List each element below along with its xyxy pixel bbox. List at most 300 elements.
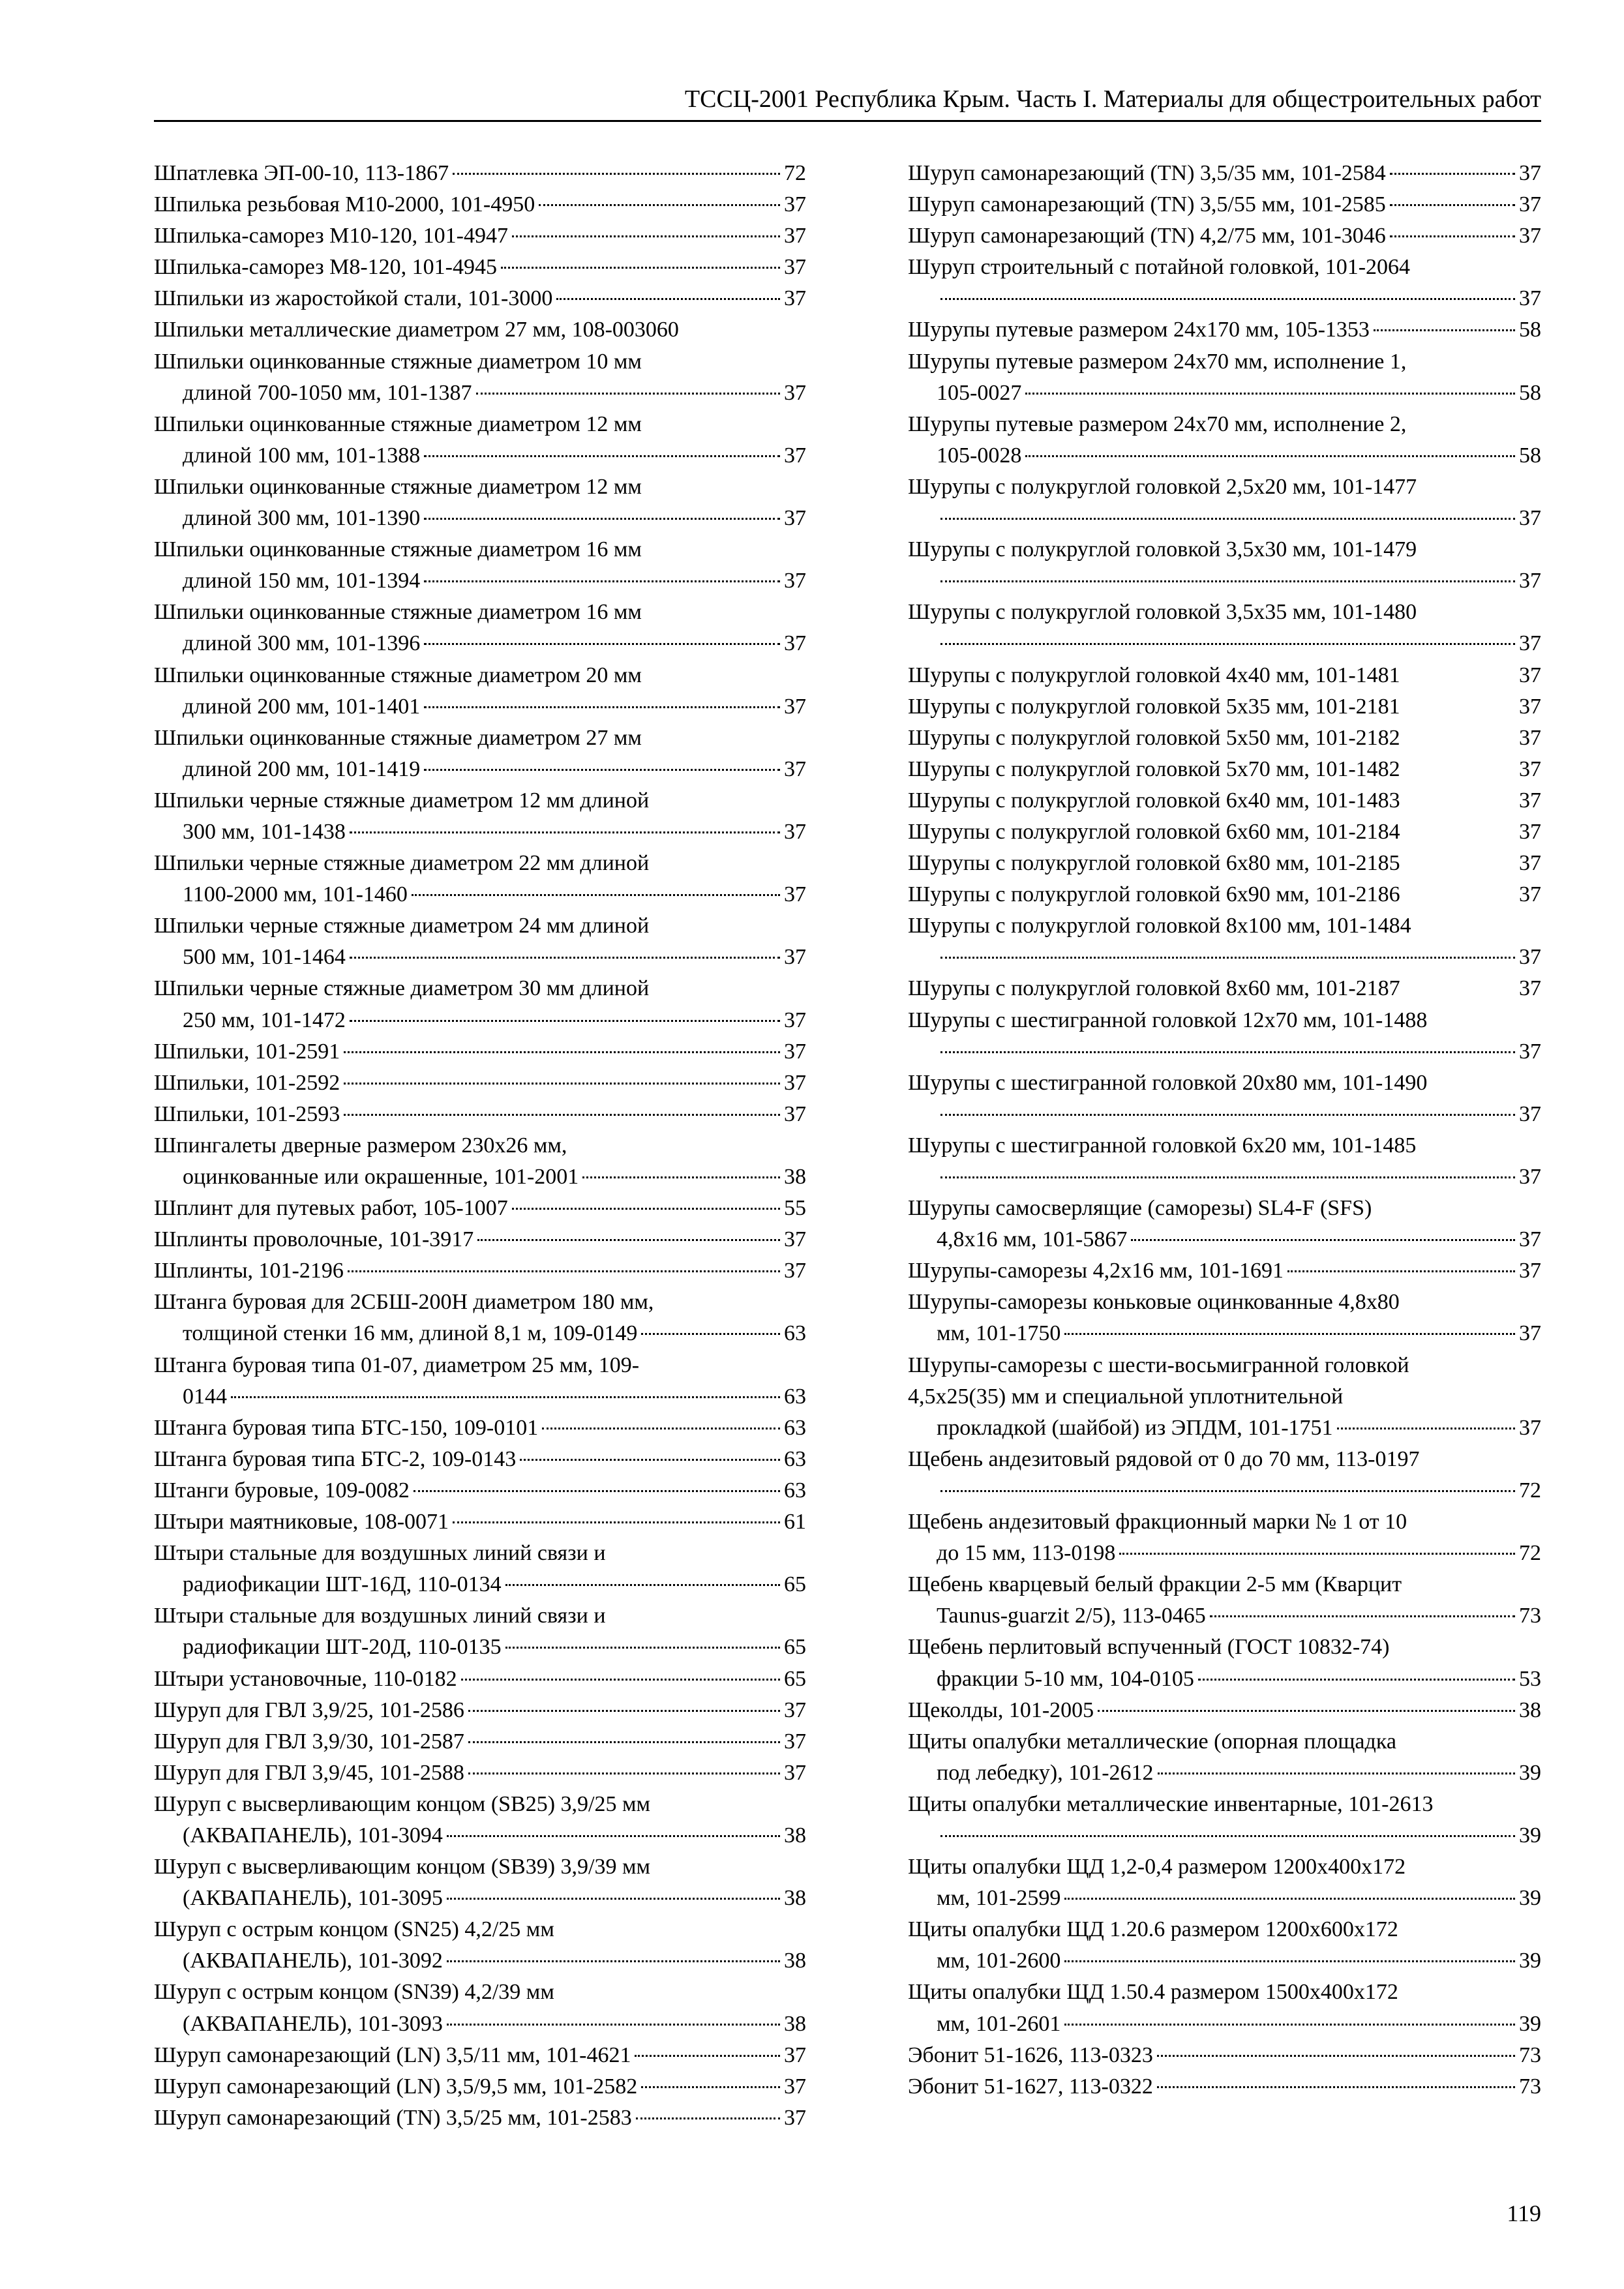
index-entry: [154, 1789, 806, 1851]
index-entry-page: 38: [1519, 1698, 1541, 1722]
index-entry-text: Шурупы с полукруглой головкой 8х100 мм, 101-1484: [908, 914, 1411, 938]
dot-leader: [1287, 1270, 1515, 1272]
index-entry-text: Шурупы с полукруглой головкой 6х60 мм, 101-2184: [908, 819, 1400, 844]
index-entry: [908, 346, 1541, 409]
index-entry-text: 4,5х25(35) мм и специальной уплотнительной: [908, 1384, 1344, 1409]
index-entry-text: 105-0027: [937, 380, 1022, 405]
index-entry-text: Шуруп самонарезающий (TN) 3,5/55 мм, 101-2585: [908, 192, 1386, 217]
index-entry-text: Шпильки из жаростойкой стали, 101-3000: [154, 286, 553, 311]
index-entry: [908, 1851, 1541, 1914]
index-entry-text: 500 мм, 101-1464: [183, 945, 346, 970]
index-entry: [154, 1758, 806, 1789]
index-entry-text: Шурупы с полукруглой головкой 3,5х35 мм, 101-1480: [908, 600, 1417, 625]
index-entry-page: 38: [784, 1165, 806, 1189]
index-entry-text: Шуруп с острым концом (SN25) 4,2/25 мм: [154, 1917, 554, 1942]
index-entry-text: Шплинты проволочные, 101-3917: [154, 1227, 474, 1252]
index-entry: [908, 1068, 1541, 1130]
index-entry-text: (АКВАПАНЕЛЬ), 101-3092: [183, 1949, 443, 1973]
index-entry-text: Шурупы с полукруглой головкой 3,5х30 мм, 101-1479: [908, 537, 1417, 562]
index-entry-text: мм, 101-2601: [937, 2011, 1061, 2036]
index-entry-text: Шурупы путевые размером 24х170 мм, 105-1353: [908, 318, 1370, 342]
index-entry-text: Шурупы с шестигранной головкой 12х70 мм, 101-1488: [908, 1008, 1428, 1032]
index-entry: [908, 1789, 1541, 1851]
dot-leader: [641, 1333, 780, 1335]
index-entry-text: Штанги буровые, 109-0082: [154, 1478, 410, 1503]
index-entry-text: 300 мм, 101-1438: [183, 819, 346, 844]
index-entry-text: (АКВАПАНЕЛЬ), 101-3094: [183, 1823, 443, 1848]
index-entry-text: мм, 101-2600: [937, 1949, 1061, 1973]
index-entry: [154, 1506, 806, 1538]
dot-leader: [350, 1020, 780, 1022]
index-entry-text: Штанга буровая типа БТС-2, 109-0143: [154, 1446, 517, 1471]
index-entry-page: 37: [1519, 161, 1541, 185]
index-entry: [154, 471, 806, 534]
index-entry-text: Шпильки оцинкованные стяжные диаметром 12 мм: [154, 411, 642, 436]
index-entry-page: 37: [784, 2042, 806, 2067]
index-entry-page: 37: [1519, 286, 1541, 311]
index-entry: [908, 879, 1541, 910]
index-entry: [154, 1977, 806, 2039]
dot-leader: [414, 1490, 780, 1492]
index-entry-text: Шуруп с высверливающим концом (SB25) 3,9/25 мм: [154, 1791, 651, 1816]
dot-leader: [1198, 1679, 1515, 1681]
index-entry-text: длиной 100 мм, 101-1388: [183, 443, 421, 468]
dot-leader: [1025, 455, 1515, 457]
dot-leader: [453, 173, 780, 175]
index-entry: [154, 1600, 806, 1663]
index-entry: [908, 2071, 1541, 2102]
dot-leader: [1064, 1898, 1515, 1900]
header-title: ТССЦ-2001 Республика Крым. Часть I. Материалы для общестроительных работ: [684, 85, 1541, 113]
index-entry: [908, 252, 1541, 314]
index-entry: [908, 1977, 1541, 2039]
dot-leader: [1131, 1239, 1515, 1241]
index-entry-text: Штыри стальные для воздушных линий связи и: [154, 1604, 606, 1628]
index-entry-text: Шуруп с высверливающим концом (SB39) 3,9/39 мм: [154, 1855, 651, 1879]
index-entry-page: 37: [1519, 1165, 1541, 1189]
index-entry-page: 37: [1519, 882, 1541, 907]
index-entry: [154, 158, 806, 189]
index-entry-text: Шпильки оцинкованные стяжные диаметром 16 мм: [154, 537, 642, 562]
index-entry: [908, 1569, 1541, 1632]
dot-leader: [539, 204, 780, 206]
index-entry-page: 37: [784, 945, 806, 970]
dot-leader: [468, 1773, 780, 1774]
index-column-left: [154, 158, 806, 2134]
index-entry: [154, 1444, 806, 1475]
index-entry: [908, 848, 1541, 879]
index-entry-text: 1100-2000 мм, 101-1460: [183, 882, 408, 907]
dot-leader: [1158, 1773, 1515, 1774]
index-entry: [908, 1350, 1541, 1444]
dot-leader: [461, 1679, 780, 1681]
dot-leader: [231, 1396, 780, 1398]
index-entry: [908, 785, 1541, 816]
index-entry-page: 37: [784, 286, 806, 311]
index-entry: [908, 754, 1541, 785]
index-entry-text: прокладкой (шайбой) из ЭПДМ, 101-1751: [937, 1415, 1333, 1440]
index-entry-text: Шурупы с полукруглой головкой 4х40 мм, 101-1481: [908, 663, 1400, 687]
dot-leader: [505, 1647, 780, 1649]
dot-leader: [476, 393, 780, 395]
index-entry: [154, 1255, 806, 1287]
index-entry-page: 37: [1519, 694, 1541, 719]
index-entry-text: Шпильки черные стяжные диаметром 22 мм длиной: [154, 851, 650, 876]
index-entry-page: 61: [784, 1510, 806, 1534]
index-entry-page: 37: [1519, 1039, 1541, 1064]
index-entry: [154, 1475, 806, 1506]
dot-leader: [1098, 1710, 1515, 1712]
dot-leader: [940, 643, 1515, 645]
index-entry-text: Шурупы путевые размером 24х70 мм, исполнение 1,: [908, 349, 1407, 374]
index-entry: [908, 691, 1541, 723]
index-entry-page: 37: [1519, 631, 1541, 656]
index-entry-text: Щебень перлитовый вспученный (ГОСТ 10832-74): [908, 1635, 1390, 1660]
index-entry-page: 37: [784, 694, 806, 719]
index-entry-page: 37: [1519, 788, 1541, 813]
dot-leader: [424, 643, 780, 645]
index-entry-text: мм, 101-1750: [937, 1321, 1061, 1346]
index-entry-text: Шпилька-саморез М10-120, 101-4947: [154, 224, 509, 248]
dot-leader: [350, 831, 780, 833]
index-entry-text: Штыри стальные для воздушных линий связи и: [154, 1541, 606, 1566]
index-entry-text: оцинкованные или окрашенные, 101-2001: [183, 1165, 579, 1189]
dot-leader: [940, 1051, 1515, 1053]
index-entry: [154, 1695, 806, 1726]
index-entry-text: Щебень андезитовый фракционный марки № 1 от 10: [908, 1510, 1407, 1534]
index-entry-page: 37: [784, 192, 806, 217]
index-entry: [154, 534, 806, 597]
index-entry-page: 37: [784, 1698, 806, 1722]
index-entry: [154, 910, 806, 973]
index-entry-text: Шпилька-саморез М8-120, 101-4945: [154, 255, 498, 280]
index-entry: [908, 1506, 1541, 1569]
index-entry-page: 55: [784, 1196, 806, 1221]
dot-leader: [1157, 2055, 1515, 2057]
index-entry: [154, 1193, 806, 1224]
index-entry-page: 37: [1519, 851, 1541, 876]
index-entry-page: 37: [784, 443, 806, 468]
index-entry-text: Taunus-guarzit 2/5), 113-0465: [937, 1604, 1206, 1628]
index-entry: [908, 534, 1541, 597]
index-entry-page: 73: [1519, 1604, 1541, 1628]
index-entry-text: Шпильки оцинкованные стяжные диаметром 27 мм: [154, 725, 642, 750]
index-entry-text: Шпильки оцинкованные стяжные диаметром 10 мм: [154, 349, 642, 374]
index-entry-text: (АКВАПАНЕЛЬ), 101-3093: [183, 2011, 443, 2036]
index-entry-page: 37: [784, 506, 806, 531]
dot-leader: [447, 1960, 780, 1962]
index-entry: [908, 597, 1541, 659]
index-entry: [154, 1287, 806, 1349]
index-entry-text: Шуруп самонарезающий (LN) 3,5/11 мм, 101-4621: [154, 2042, 631, 2067]
index-entry-page: 63: [784, 1321, 806, 1346]
index-entry: [908, 409, 1541, 471]
dot-leader: [447, 1898, 780, 1900]
index-entry-page: 38: [784, 1823, 806, 1848]
index-entry-text: Штанга буровая типа БТС-150, 109-0101: [154, 1415, 539, 1440]
index-entry-text: Шурупы-саморезы коньковые оцинкованные 4,8х80: [908, 1290, 1400, 1315]
index-entry-page: 37: [1519, 663, 1541, 687]
dot-leader: [344, 1114, 780, 1116]
index-entry: [154, 1538, 806, 1600]
index-entry-text: Эбонит 51-1626, 113-0323: [908, 2042, 1153, 2067]
index-entry-text: Шпильки, 101-2593: [154, 1101, 340, 1126]
index-entry-page: 37: [1519, 1101, 1541, 1126]
index-entry-page: 37: [784, 569, 806, 593]
index-entry: [908, 1255, 1541, 1287]
index-entry-text: Штыри установочные, 110-0182: [154, 1666, 457, 1691]
dot-leader: [1374, 329, 1515, 331]
index-entry: [908, 220, 1541, 252]
index-entry-text: Шпильки черные стяжные диаметром 24 мм длиной: [154, 914, 650, 938]
index-entry: [154, 2040, 806, 2071]
index-entry-page: 37: [1519, 945, 1541, 970]
dot-leader: [344, 1051, 780, 1053]
index-entry-text: Шурупы с полукруглой головкой 5х35 мм, 101-2181: [908, 694, 1400, 719]
index-entry-page: 58: [1519, 318, 1541, 342]
index-entry-text: Шурупы-саморезы с шести-восьмигранной головкой: [908, 1353, 1409, 1377]
index-entry-text: Щиты опалубки ЩД 1.50.4 размером 1500х400х172: [908, 1980, 1398, 2005]
index-entry-page: 63: [784, 1478, 806, 1503]
index-entry-page: 37: [784, 2105, 806, 2130]
index-entry-text: длиной 300 мм, 101-1396: [183, 631, 421, 656]
index-entry-text: Шпильки, 101-2592: [154, 1070, 340, 1095]
index-entry-page: 37: [784, 224, 806, 248]
index-entry-page: 58: [1519, 443, 1541, 468]
index-entry-page: 37: [1519, 1227, 1541, 1252]
index-entry-page: 37: [784, 2074, 806, 2099]
index-entry-page: 39: [1519, 1886, 1541, 1911]
index-entry: [908, 1444, 1541, 1506]
dot-leader: [940, 1835, 1515, 1837]
dot-leader: [1064, 1960, 1515, 1962]
index-entry-text: Щеколды, 101-2005: [908, 1698, 1094, 1722]
index-entry: [154, 283, 806, 314]
dot-leader: [1064, 2024, 1515, 2026]
dot-leader: [1119, 1553, 1515, 1555]
index-entry: [154, 1664, 806, 1695]
dot-leader: [424, 518, 780, 520]
index-entry: [154, 2071, 806, 2102]
index-entry-page: 37: [784, 380, 806, 405]
index-entry-page: 37: [784, 1101, 806, 1126]
dot-leader: [520, 1459, 780, 1461]
dot-leader: [940, 580, 1515, 582]
dot-leader: [556, 298, 780, 300]
index-entry-page: 37: [1519, 224, 1541, 248]
index-entry-text: Шуруп строительный с потайной головкой, 101-2064: [908, 255, 1411, 280]
index-entry-text: Шуруп для ГВЛ 3,9/30, 101-2587: [154, 1729, 464, 1754]
dot-leader: [468, 1710, 780, 1712]
index-entry-page: 37: [784, 756, 806, 781]
index-entry-text: Шпильки оцинкованные стяжные диаметром 16 мм: [154, 600, 642, 625]
index-entry: [908, 2040, 1541, 2071]
dot-leader: [468, 1741, 780, 1743]
index-entry: [154, 1350, 806, 1413]
index-entry: [154, 785, 806, 848]
dot-leader: [940, 518, 1515, 520]
index-entry-text: Щебень кварцевый белый фракции 2-5 мм (Кварцит: [908, 1572, 1402, 1597]
index-entry: [908, 910, 1541, 973]
index-entry-page: 37: [1519, 1321, 1541, 1346]
index-entry-text: Щиты опалубки ЩД 1.20.6 размером 1200х600х172: [908, 1917, 1398, 1942]
index-entry-text: Шурупы с полукруглой головкой 8х60 мм, 101-2187: [908, 976, 1400, 1001]
index-entry: [908, 1287, 1541, 1349]
index-entry-page: 37: [784, 255, 806, 280]
index-entry-text: Шурупы самосверлящие (саморезы) SL4-F (SFS): [908, 1196, 1372, 1221]
index-entry-page: 37: [1519, 192, 1541, 217]
index-entry-page: 37: [784, 1729, 806, 1754]
index-entry-page: 37: [1519, 1259, 1541, 1283]
index-entry-page: 39: [1519, 1760, 1541, 1785]
index-column-right: [908, 158, 1541, 2102]
dot-leader: [1025, 393, 1515, 395]
index-entry-text: Шуруп самонарезающий (TN) 3,5/35 мм, 101-2584: [908, 161, 1386, 185]
index-entry: [154, 1036, 806, 1068]
index-entry-text: Шпилька резьбовая М10-2000, 101-4950: [154, 192, 535, 217]
index-entry-page: 65: [784, 1666, 806, 1691]
index-entry-page: 37: [784, 1070, 806, 1095]
index-entry-text: Шплинт для путевых работ, 105-1007: [154, 1196, 508, 1221]
dot-leader: [344, 1083, 780, 1085]
index-entry: [908, 1130, 1541, 1193]
index-entry-text: Шурупы с полукруглой головкой 5х50 мм, 101-2182: [908, 725, 1400, 750]
index-entry-page: 37: [784, 1259, 806, 1283]
dot-leader: [424, 580, 780, 582]
dot-leader: [412, 894, 780, 896]
index-entry: [154, 409, 806, 471]
dot-leader: [940, 1114, 1515, 1116]
index-entry-text: Щебень андезитовый рядовой от 0 до 70 мм, 113-0197: [908, 1446, 1420, 1471]
dot-leader: [447, 1835, 780, 1837]
index-entry: [154, 1413, 806, 1444]
index-entry: [908, 314, 1541, 346]
index-entry-page: 73: [1519, 2074, 1541, 2099]
index-entry-page: 37: [1519, 725, 1541, 750]
dot-leader: [635, 2055, 780, 2057]
index-entry-text: длиной 200 мм, 101-1401: [183, 694, 421, 719]
index-entry-page: 37: [1519, 976, 1541, 1001]
index-entry-text: Штанга буровая типа 01-07, диаметром 25 мм, 109-: [154, 1353, 640, 1377]
page-header: [154, 83, 1541, 122]
dot-leader: [453, 1521, 780, 1523]
index-entry-text: Шпильки, 101-2591: [154, 1039, 340, 1064]
index-entry-page: 38: [784, 2011, 806, 2036]
index-entry: [154, 346, 806, 409]
index-entry-text: длиной 300 мм, 101-1390: [183, 506, 421, 531]
index-entry: [154, 314, 806, 346]
index-entry-page: 37: [1519, 819, 1541, 844]
dot-leader: [1157, 2086, 1515, 2088]
index-entry-text: Шурупы путевые размером 24х70 мм, исполнение 2,: [908, 411, 1407, 436]
dot-leader: [424, 706, 780, 708]
dot-leader: [542, 1428, 780, 1429]
index-entry-text: Шурупы-саморезы 4,2х16 мм, 101-1691: [908, 1259, 1284, 1283]
index-entry-text: Эбонит 51-1627, 113-0322: [908, 2074, 1153, 2099]
index-entry-text: Шпильки оцинкованные стяжные диаметром 12 мм: [154, 474, 642, 499]
index-entry: [908, 973, 1541, 1004]
index-entry-page: 53: [1519, 1666, 1541, 1691]
index-entry-page: 37: [784, 1039, 806, 1064]
dot-leader: [582, 1176, 780, 1178]
dot-leader: [348, 1270, 780, 1272]
index-entry: [154, 1130, 806, 1193]
index-entry-text: 105-0028: [937, 443, 1022, 468]
index-entry: [154, 1224, 806, 1255]
index-entry-page: 37: [784, 1760, 806, 1785]
dot-leader: [641, 2086, 780, 2088]
index-entry-page: 39: [1519, 2011, 1541, 2036]
dot-leader: [940, 1176, 1515, 1178]
index-entry-text: Штанга буровая для 2СБШ-200Н диаметром 180 мм,: [154, 1290, 654, 1315]
index-entry-text: Шурупы с полукруглой головкой 2,5х20 мм, 101-1477: [908, 474, 1417, 499]
index-entry-text: Шуруп самонарезающий (TN) 3,5/25 мм, 101-2583: [154, 2105, 632, 2130]
index-entry-text: Шуруп самонарезающий (LN) 3,5/9,5 мм, 101-2582: [154, 2074, 638, 2099]
dot-leader: [1337, 1428, 1515, 1429]
index-entry-page: 63: [784, 1415, 806, 1440]
index-entry-text: фракции 5-10 мм, 104-0105: [937, 1666, 1194, 1691]
index-entry-page: 37: [784, 631, 806, 656]
dot-leader: [1210, 1615, 1515, 1617]
index-entry-text: Шурупы с полукруглой головкой 5х70 мм, 101-1482: [908, 756, 1400, 781]
index-entry-text: радиофикации ШТ-16Д, 110-0134: [183, 1572, 502, 1597]
index-entry-text: Шпингалеты дверные размером 230х26 мм,: [154, 1133, 567, 1158]
index-entry-page: 73: [1519, 2042, 1541, 2067]
dot-leader: [1390, 173, 1515, 175]
index-entry-text: Шпильки металлические диаметром 27 мм, 108-003060: [154, 318, 679, 342]
dot-leader: [1064, 1333, 1515, 1335]
index-entry-page: 37: [784, 1008, 806, 1032]
index-entry-text: под лебедку), 101-2612: [937, 1760, 1154, 1785]
index-entry: [908, 723, 1541, 754]
index-entry-text: 0144: [183, 1384, 227, 1409]
dot-leader: [350, 957, 780, 959]
index-entry-page: 39: [1519, 1949, 1541, 1973]
index-entry-text: Штыри маятниковые, 108-0071: [154, 1510, 449, 1534]
index-entry-text: Шурупы с полукруглой головкой 6х40 мм, 101-1483: [908, 788, 1400, 813]
index-entry-text: Шуруп с острым концом (SN39) 4,2/39 мм: [154, 1980, 554, 2005]
index-entry-text: (АКВАПАНЕЛЬ), 101-3095: [183, 1886, 443, 1911]
page-number: 119: [1507, 2200, 1541, 2226]
index-entry-text: Шпильки черные стяжные диаметром 30 мм длиной: [154, 976, 650, 1001]
index-entry-text: до 15 мм, 113-0198: [937, 1541, 1116, 1566]
dot-leader: [636, 2117, 780, 2119]
index-entry: [908, 660, 1541, 691]
index-entry: [908, 1695, 1541, 1726]
dot-leader: [1390, 204, 1515, 206]
index-entry-page: 65: [784, 1635, 806, 1660]
index-entry: [154, 723, 806, 785]
index-entry-text: радиофикации ШТ-20Д, 110-0135: [183, 1635, 502, 1660]
dot-leader: [477, 1239, 780, 1241]
index-entry: [908, 1193, 1541, 1255]
index-entry: [908, 1726, 1541, 1789]
index-entry-text: длиной 200 мм, 101-1419: [183, 756, 421, 781]
index-entry-page: 37: [784, 882, 806, 907]
index-entry-page: 65: [784, 1572, 806, 1597]
index-entry: [154, 220, 806, 252]
index-entry-text: Шуруп самонарезающий (TN) 4,2/75 мм, 101-3046: [908, 224, 1386, 248]
index-entry-text: Шпильки черные стяжные диаметром 12 мм длиной: [154, 788, 650, 813]
index-entry: [908, 1632, 1541, 1694]
dot-leader: [512, 1208, 780, 1210]
index-entry: [154, 597, 806, 659]
dot-leader: [512, 235, 780, 237]
index-entry-page: 38: [784, 1949, 806, 1973]
dot-leader: [940, 298, 1515, 300]
index-entry-page: 63: [784, 1384, 806, 1409]
index-entry-text: 250 мм, 101-1472: [183, 1008, 346, 1032]
